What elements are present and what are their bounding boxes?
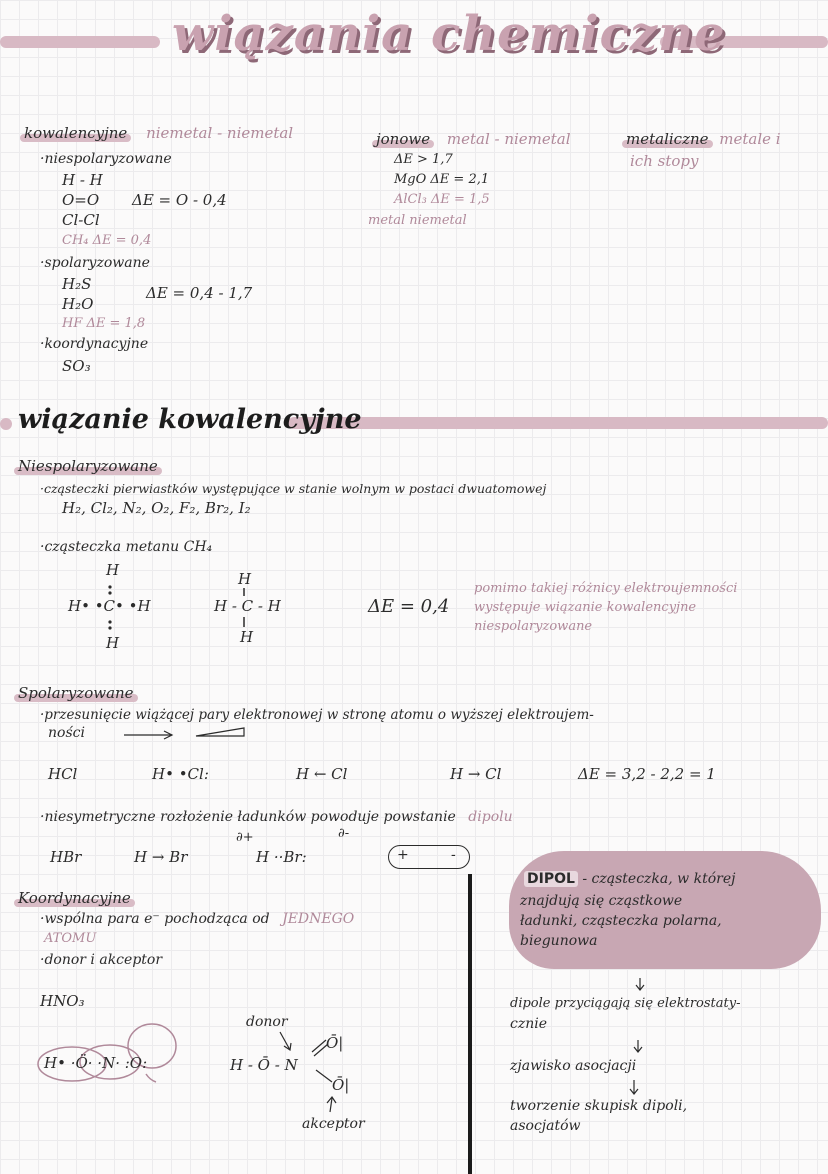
spol-item-1: H₂S xyxy=(62,275,92,293)
niespol-delta: ΔE = O - 0,4 xyxy=(132,191,227,209)
delta-minus: ∂- xyxy=(338,826,350,841)
jonowe-item-1: ΔE > 1,7 xyxy=(394,152,453,167)
section2-bar-left xyxy=(0,418,12,430)
dot-formula-mid: H• •C• •H xyxy=(68,597,151,615)
koord-line2: ·donor i akceptor xyxy=(40,952,163,968)
page-title: wiązania chemiczne xyxy=(172,6,726,62)
flow1-line1: dipole przyciągają się elektrostaty- xyxy=(510,996,741,1011)
metaliczne-desc: metale i xyxy=(719,130,781,148)
delta-plus: ∂+ xyxy=(236,830,254,845)
akceptor-label: akceptor xyxy=(302,1116,365,1132)
spol-heading-label: Spolaryzowane xyxy=(18,684,134,702)
niespol-item-3: Cl-Cl xyxy=(62,211,100,229)
hf-delta: HF ΔE = 1,8 xyxy=(62,316,146,331)
spol-line2 xyxy=(40,809,513,825)
dipole-capsule xyxy=(388,845,470,869)
koord-line1 xyxy=(40,911,354,927)
niespol-item-1: H - H xyxy=(62,171,103,189)
metan-note-1: pomimo takiej różnicy elektroujemności xyxy=(474,581,738,596)
dipol-def-text-1: - cząsteczka, w której xyxy=(582,871,736,887)
jonowe-item-2: MgO ΔE = 2,1 xyxy=(394,172,490,187)
flow3-line2: asocjatów xyxy=(510,1118,581,1134)
spol-heading xyxy=(18,684,134,702)
koord-line1-text: ·wspólna para e⁻ pochodząca od xyxy=(40,911,270,927)
hbr-row-1: HBr xyxy=(50,848,82,866)
dot-formula-top: H xyxy=(106,561,120,579)
spol-label: ·spolaryzowane xyxy=(40,255,150,271)
capsule-plus: + xyxy=(397,847,409,863)
koord-label-overview: ·koordynacyjne xyxy=(40,336,149,352)
so3-item: SO₃ xyxy=(62,357,91,375)
dipol-word: DIPOL xyxy=(524,871,578,887)
jonowe-note: metal niemetal xyxy=(368,213,467,228)
flow3-line1: tworzenie skupisk dipoli, xyxy=(510,1098,688,1114)
spol-delta: ΔE = 0,4 - 1,7 xyxy=(146,284,253,302)
hno3-dot-formula: H• ·Ö· ·N· :O: xyxy=(44,1054,148,1072)
koord-heading xyxy=(18,889,131,907)
capsule-minus: - xyxy=(451,847,456,863)
section2-bar-right xyxy=(288,417,828,429)
spol-line1: ·przesunięcie wiążącej pary elektronowej w stronę atomu o wyższej elektroujem- xyxy=(40,707,594,723)
line-formula-bottom: H xyxy=(240,628,254,646)
jonowe-label: jonowe xyxy=(376,130,431,148)
niespol-line1: ·cząsteczki pierwiastków występujące w stanie wolnym w postaci dwuatomowej xyxy=(40,481,547,496)
hno3-label: HNO₃ xyxy=(40,992,85,1010)
hcl-row-2: H• •Cl: xyxy=(152,765,209,783)
line-formula-mid: H - C - H xyxy=(214,597,281,615)
kowalencyjne-heading xyxy=(24,124,293,142)
niespol-line2: H₂, Cl₂, N₂, O₂, F₂, Br₂, I₂ xyxy=(62,499,251,517)
hbr-row-2: H → Br xyxy=(134,848,188,866)
koord-jednego: JEDNEGO xyxy=(282,911,355,927)
dipol-highlight xyxy=(509,851,821,969)
title-bar-left xyxy=(0,36,160,48)
niespol-heading xyxy=(18,457,158,475)
flow-arrows xyxy=(0,0,1,1)
hcl-row-5: ΔE = 3,2 - 2,2 = 1 xyxy=(578,765,716,783)
spol-line1b: ności xyxy=(48,725,85,741)
hno3-struct-o-top: Ō| xyxy=(326,1034,344,1052)
dipol-def-1 xyxy=(524,871,735,887)
jonowe-desc: metal - niemetal xyxy=(446,130,571,148)
jonowe-heading xyxy=(376,130,571,148)
ch4-delta: CH₄ ΔE = 0,4 xyxy=(62,233,152,248)
dot-formula-bottom: H xyxy=(106,634,120,652)
dipol-def-2: znajdują się cząstkowe xyxy=(520,893,683,909)
spol-line2-text: ·niesymetryczne rozłożenie ładunków powoduje powstanie xyxy=(40,809,456,825)
kowalencyjne-desc: niemetal - niemetal xyxy=(146,124,294,142)
dipol-def-3: ładunki, cząsteczka polarna, xyxy=(520,913,722,929)
hcl-row-3: H ← Cl xyxy=(296,765,348,783)
section2-title: wiązanie kowalencyjne xyxy=(18,404,362,435)
metan-note-3: niespolaryzowane xyxy=(474,619,593,634)
metan-line: ·cząsteczka metanu CH₄ xyxy=(40,539,213,555)
kowalencyjne-label: kowalencyjne xyxy=(24,124,128,142)
flow2: zjawisko asocjacji xyxy=(510,1058,637,1074)
hbr-row-3: H ··Br: xyxy=(256,848,307,866)
metaliczne-desc-2: ich stopy xyxy=(630,152,699,170)
spol-item-2: H₂O xyxy=(62,295,94,313)
metaliczne-label: metaliczne xyxy=(626,130,709,148)
metan-delta: ΔE = 0,4 xyxy=(368,596,450,617)
dipol-def-4: biegunowa xyxy=(520,933,598,949)
metaliczne-heading xyxy=(626,130,781,148)
hno3-struct-main: H - Ō - N xyxy=(230,1056,298,1074)
hcl-row-4: H → Cl xyxy=(450,765,502,783)
koord-heading-label: Koordynacyjne xyxy=(18,889,131,907)
niespol-label: ·niespolaryzowane xyxy=(40,151,172,167)
column-divider xyxy=(468,874,472,1174)
dipol-word-inline: dipolu xyxy=(468,809,513,825)
line-formula-top: H xyxy=(238,570,252,588)
niespol-item-2: O=O xyxy=(62,191,100,209)
hcl-row-1: HCl xyxy=(48,765,78,783)
flow1-line2: cznie xyxy=(510,1016,547,1032)
donor-label: donor xyxy=(246,1014,288,1030)
hno3-struct-o-bottom: Ō| xyxy=(332,1076,350,1094)
metan-note-2: występuje wiązanie kowalencyjne xyxy=(474,600,697,615)
koord-atomu: ATOMU xyxy=(44,931,97,946)
alcl3-delta: AlCl₃ ΔE = 1,5 xyxy=(394,192,490,207)
niespol-heading-label: Niespolaryzowane xyxy=(18,457,158,475)
